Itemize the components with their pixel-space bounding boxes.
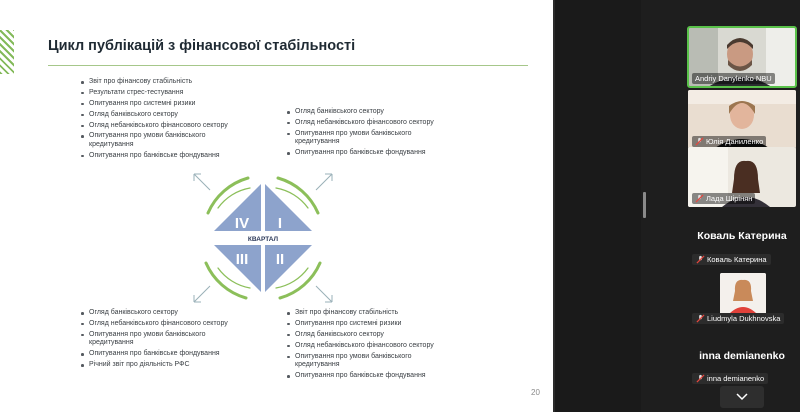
microphone-off-icon [696,314,705,323]
publication-item: Огляд небанківського фінансового сектору [286,342,436,351]
participant-avatar[interactable] [720,273,766,315]
participant-tile-yulia[interactable] [688,90,796,150]
publication-item: Огляд небанківського фінансового сектору [80,122,240,131]
slide-decoration [0,30,14,74]
publication-item: Огляд банківського сектору [80,111,240,120]
slide-title: Цикл публікацій з фінансової стабільності [48,38,356,54]
participant-name: Коваль Катерина [692,254,771,265]
arrow-top-left [194,174,210,190]
microphone-off-icon [696,255,705,264]
participant-tile-lada[interactable] [688,147,796,207]
publication-item: Опитування про банківське фондування [286,372,436,381]
publication-item: Огляд банківського сектору [80,309,240,318]
page-number: 20 [531,388,540,397]
microphone-off-icon [695,137,704,146]
quarter-2-publications [286,108,436,160]
quarter-cycle-diagram [188,168,338,308]
arrow-bottom-left [194,286,210,302]
publication-item: Опитування про системні ризики [286,320,436,329]
publication-item: Опитування про системні ризики [80,100,240,109]
publication-item: Опитування про умови банківського кредитування [286,353,436,370]
publication-item: Огляд банківського сектору [286,331,436,340]
publication-item: Опитування про умови банківського кредитування [286,130,436,147]
quarter-4-publications [286,309,436,383]
participant-name: Liudmyla Dukhnovska [692,313,784,324]
microphone-off-icon [696,374,705,383]
publication-item: Опитування про банківське фондування [286,149,436,158]
publication-item: Звіт про фінансову стабільність [286,309,436,318]
scroll-down-button[interactable] [720,386,764,408]
panel-resize-handle[interactable] [643,192,646,218]
quarter-1-publications [80,78,240,163]
arrow-bottom-right [316,286,332,302]
participant-name: inna demianenko [692,373,768,384]
participant-display-name: Коваль Катерина [697,230,787,242]
quarter-label-iii: III [235,251,249,268]
microphone-off-icon [695,194,704,203]
arrow-top-right [316,174,332,190]
share-edge [553,0,555,412]
publication-item: Річний звіт про діяльність РФС [80,361,240,370]
publication-item: Опитування про умови банківського кредитування [80,132,240,149]
publication-item: Результати стрес-тестування [80,89,240,98]
chevron-down-icon [736,393,748,401]
center-label: КВАРТАЛ [247,236,279,243]
quarter-label-i: I [277,215,283,232]
publication-item: Звіт про фінансову стабільність [80,78,240,87]
publication-item: Огляд банківського сектору [286,108,436,117]
participant-tile-andriy[interactable] [688,27,796,87]
publication-item: Огляд небанківського фінансового сектору [80,320,240,329]
publication-item: Огляд небанківського фінансового сектору [286,119,436,128]
title-divider [48,65,528,66]
participant-name: Лада Шірінян [692,193,755,204]
quarter-label-ii: II [275,251,285,268]
participant-display-name: inna demianenko [699,350,785,362]
quarter-tile-i [265,184,312,231]
quarter-label-iv: IV [234,215,250,232]
participant-name: Юлія Даниленко [692,136,766,147]
publication-item: Опитування про умови банківського кредитування [80,331,240,348]
publication-item: Опитування про банківське фондування [80,350,240,359]
publication-item: Опитування про банківське фондування [80,152,240,161]
participant-name: Andriy Danylenko NBU [692,73,775,84]
quarter-3-publications [80,309,240,372]
